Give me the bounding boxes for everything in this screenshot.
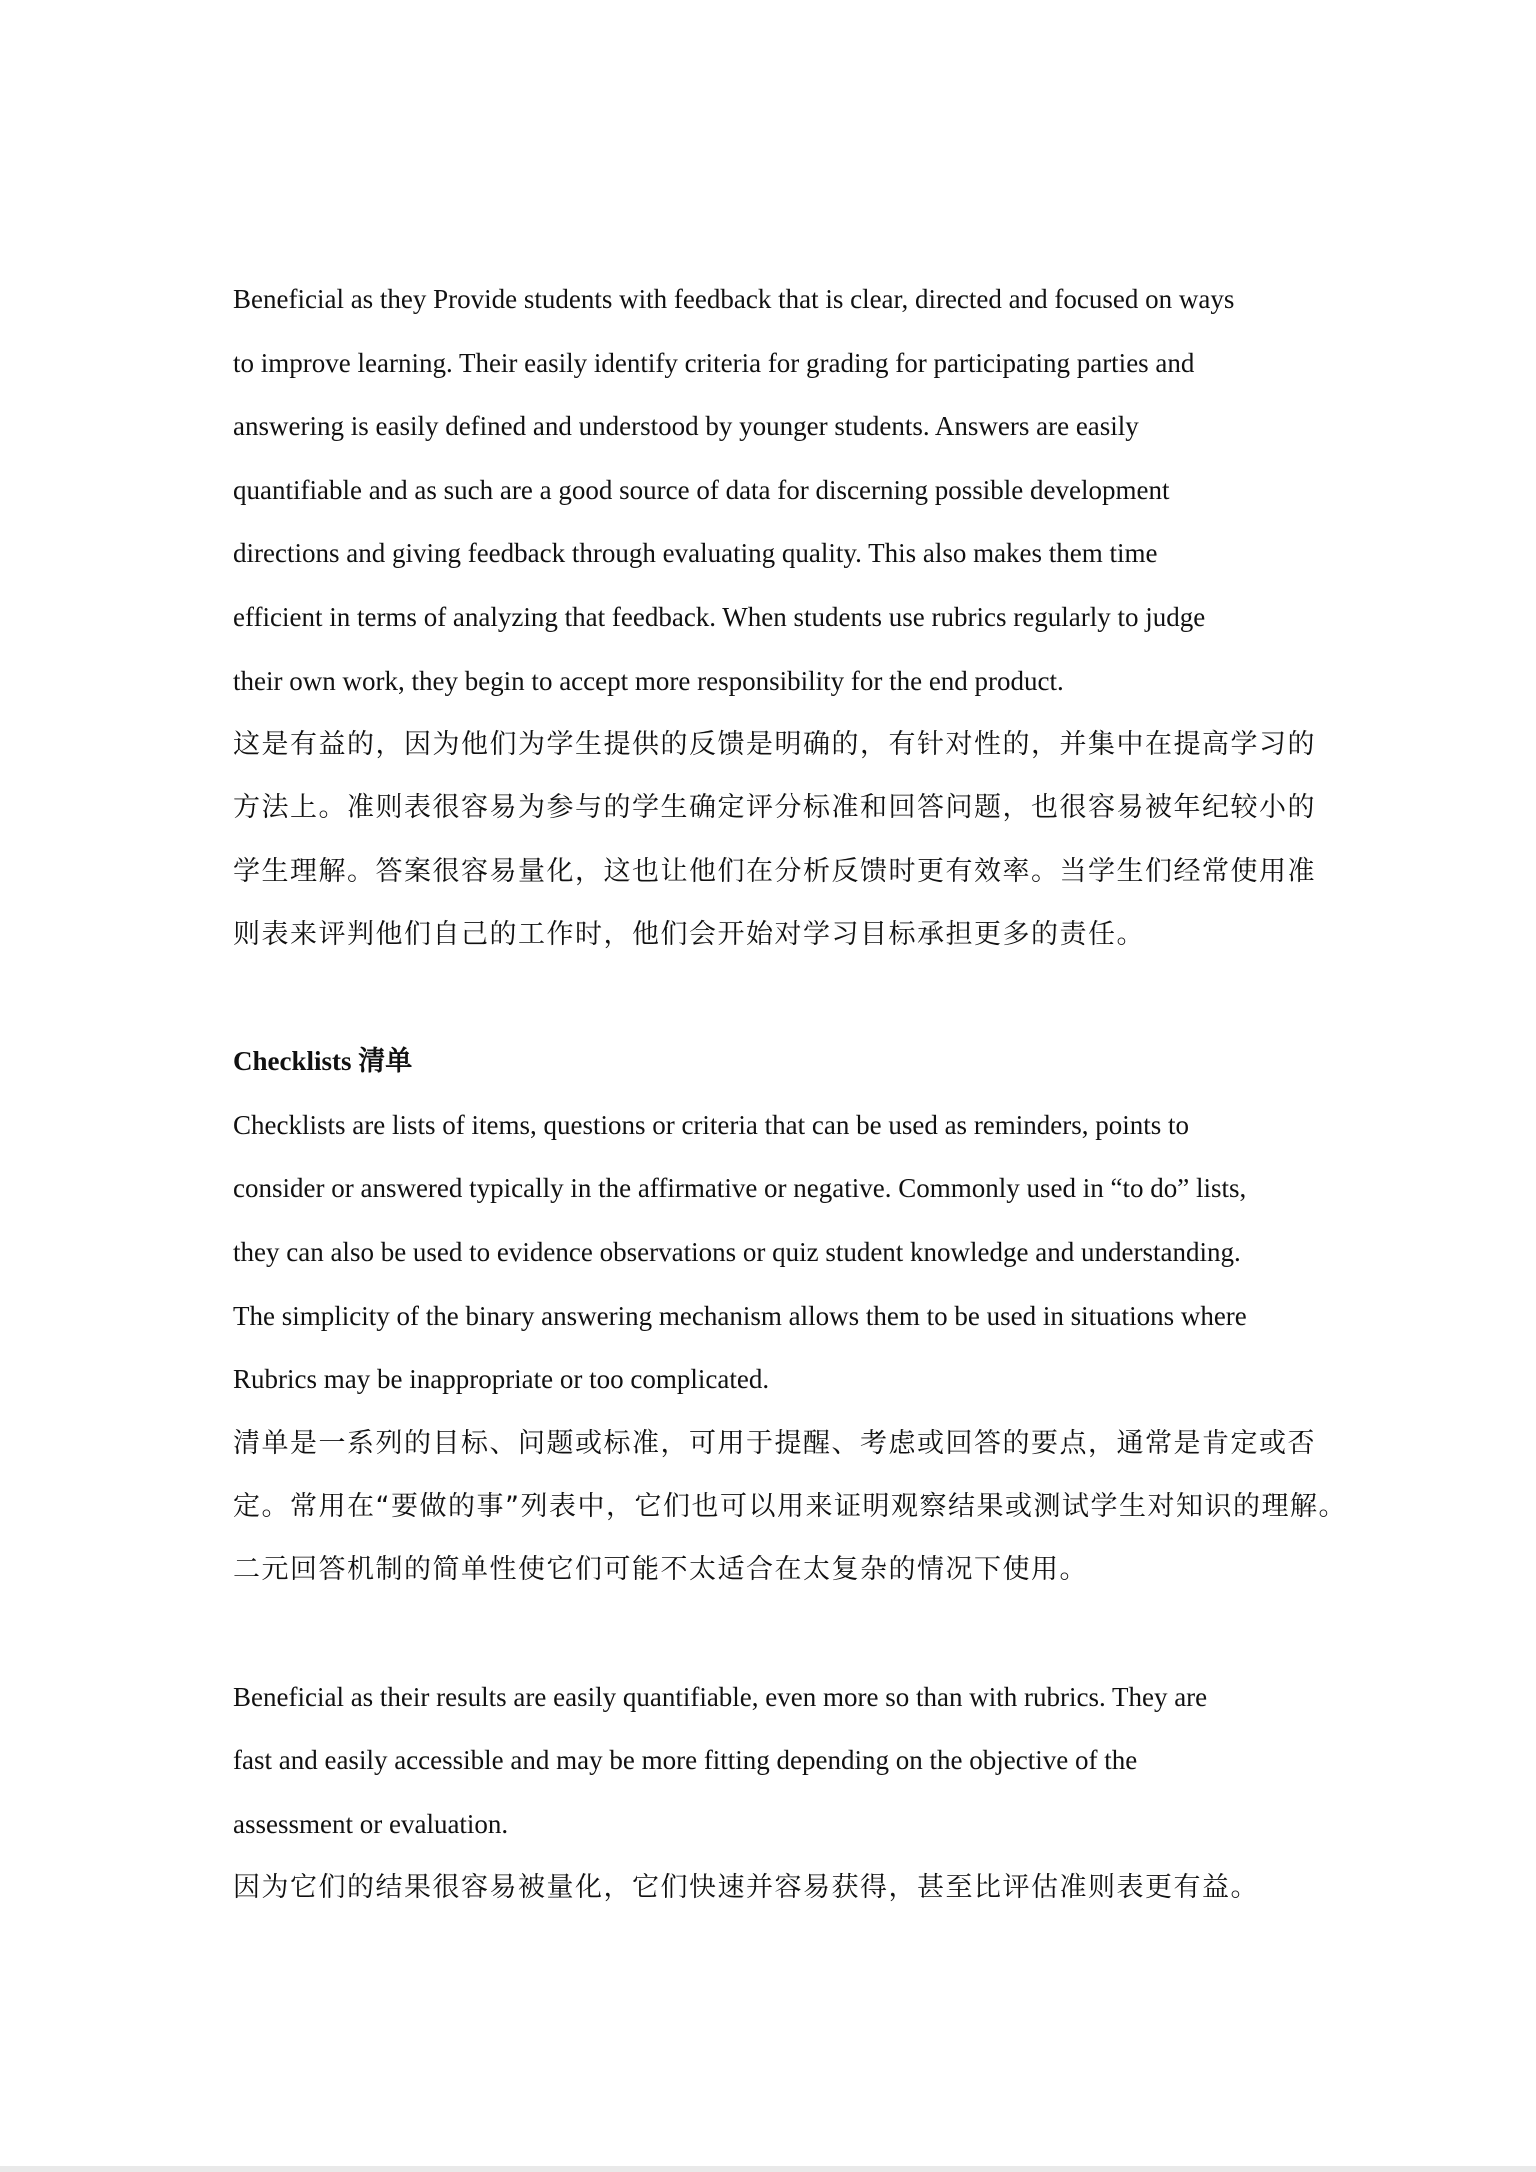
- text-line: consider or answered typically in the affirmative or negative. Commonly used in “to do” lists,: [233, 1173, 1247, 1204]
- paragraph-checklists-benefits-zh: [233, 1856, 1313, 1919]
- text-line: The simplicity of the binary answering mechanism allows them to be used in situations where: [233, 1300, 1247, 1331]
- text-line: 二元回答机制的简单性使它们可能不太适合在太复杂的情况下使用。: [233, 1554, 1088, 1586]
- text-line: their own work, they begin to accept more responsibility for the end product.: [233, 665, 1064, 696]
- page-bottom-edge: [0, 2166, 1536, 2172]
- paragraph-rubrics-benefits-en: [233, 268, 1313, 713]
- text-line: quantifiable and as such are a good source of data for discerning possible development: [233, 474, 1170, 505]
- heading-zh: 清单: [358, 1046, 413, 1078]
- text-line: Beneficial as they Provide students with feedback that is clear, directed and focused on ways: [233, 284, 1235, 314]
- text-line: 这是有益的，因为他们为学生提供的反馈是明确的，有针对性的，并集中在提高学习的: [233, 729, 1316, 761]
- text-line: 定。常用在“要做的事”列表中，它们也可以用来证明观察结果或测试学生对知识的理解。: [233, 1491, 1347, 1523]
- paragraph-checklists-definition-zh: [233, 1412, 1347, 1602]
- text-line: directions and giving feedback through evaluating quality. This also makes them time: [233, 538, 1158, 569]
- heading-en: Checklists: [233, 1046, 352, 1077]
- paragraph-spacer: [233, 966, 1313, 1030]
- page-content: [233, 268, 1347, 1920]
- text-line: 方法上。准则表很容易为参与的学生确定评分标准和回答问题，也很容易被年纪较小的: [233, 792, 1316, 824]
- paragraph-checklists-benefits-en: [233, 1666, 1313, 1857]
- paragraph-spacer: [233, 1602, 1313, 1666]
- text-line: Rubrics may be inappropriate or too complicated.: [233, 1364, 770, 1395]
- text-line: assessment or evaluation.: [233, 1808, 509, 1839]
- text-line: to improve learning. Their easily identify criteria for grading for participating parties and: [233, 347, 1195, 378]
- text-line: efficient in terms of analyzing that feedback. When students use rubrics regularly to judge: [233, 601, 1206, 632]
- text-line: answering is easily defined and understood by younger students. Answers are easily: [233, 411, 1139, 442]
- text-line: Beneficial as their results are easily quantifiable, even more so than with rubrics. They are: [233, 1681, 1208, 1712]
- text-line: 学生理解。答案很容易量化，这也让他们在分析反馈时更有效率。当学生们经常使用准: [233, 855, 1316, 887]
- text-line: 因为它们的结果很容易被量化，它们快速并容易获得，甚至比评估准则表更有益。: [233, 1872, 1259, 1904]
- text-line: 则表来评判他们自己的工作时，他们会开始对学习目标承担更多的责任。: [233, 919, 1145, 951]
- paragraph-checklists-definition-en: [233, 1094, 1313, 1412]
- text-line: they can also be used to evidence observations or quiz student knowledge and understanding.: [233, 1237, 1241, 1268]
- paragraph-rubrics-benefits-zh: [233, 713, 1316, 966]
- text-line: 清单是一系列的目标、问题或标准，可用于提醒、考虑或回答的要点，通常是肯定或否: [233, 1427, 1316, 1459]
- section-heading-checklists: [233, 1030, 1313, 1094]
- text-line: fast and easily accessible and may be more fitting depending on the objective of the: [233, 1745, 1138, 1776]
- text-line: Checklists are lists of items, questions or criteria that can be used as reminders, points to: [233, 1109, 1190, 1140]
